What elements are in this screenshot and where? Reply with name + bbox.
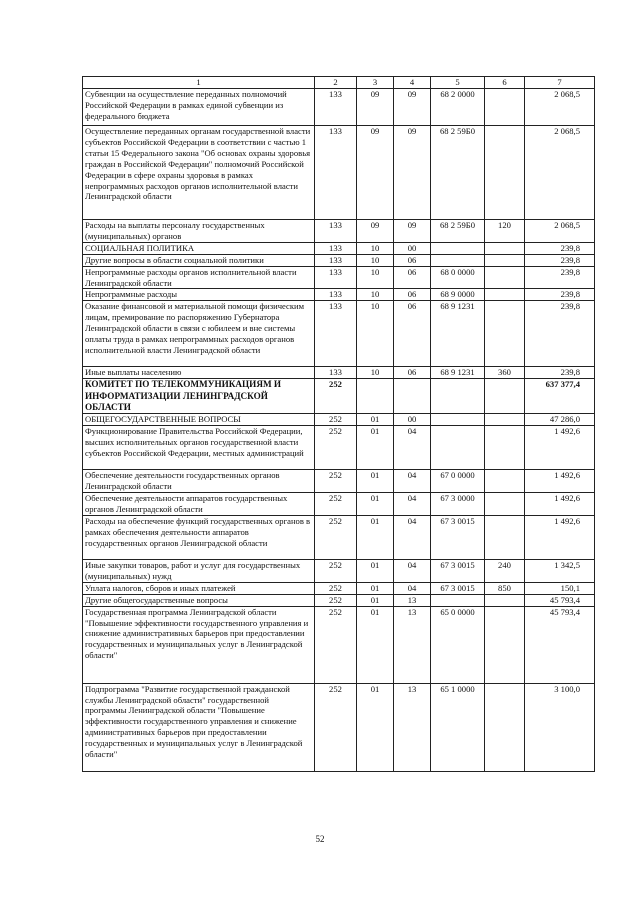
row-value-cell: 67 3 0015 xyxy=(431,516,485,560)
row-value-cell: 67 3 0015 xyxy=(431,582,485,594)
row-value-cell: 240 xyxy=(485,560,525,583)
row-name-cell: КОМИТЕТ ПО ТЕЛЕКОММУНИКАЦИЯМ И ИНФОРМАТИЗАЦИИ ЛЕНИНГРАДСКОЙ ОБЛАСТИ xyxy=(83,379,315,414)
row-value-cell: 252 xyxy=(315,414,357,426)
row-value-cell xyxy=(431,254,485,266)
header-cell: 5 xyxy=(431,77,485,89)
row-name-cell: Непрограммные расходы органов исполнительной власти Ленинградской области xyxy=(83,266,315,289)
row-value-cell xyxy=(485,266,525,289)
row-value-cell: 252 xyxy=(315,516,357,560)
row-value-cell xyxy=(485,683,525,771)
row-value-cell: 13 xyxy=(394,594,431,606)
row-value-cell: 239,8 xyxy=(525,301,595,367)
row-value-cell: 01 xyxy=(357,594,394,606)
row-value-cell: 252 xyxy=(315,606,357,683)
header-cell: 4 xyxy=(394,77,431,89)
row-value-cell: 10 xyxy=(357,254,394,266)
row-value-cell: 239,8 xyxy=(525,242,595,254)
row-value-cell: 06 xyxy=(394,254,431,266)
row-value-cell xyxy=(485,470,525,493)
row-value-cell: 01 xyxy=(357,470,394,493)
row-value-cell: 65 1 0000 xyxy=(431,683,485,771)
table-row xyxy=(83,379,595,414)
row-value-cell: 1 492,6 xyxy=(525,470,595,493)
row-value-cell: 150,1 xyxy=(525,582,595,594)
row-value-cell: 133 xyxy=(315,367,357,379)
row-value-cell: 09 xyxy=(394,126,431,220)
row-value-cell: 45 793,4 xyxy=(525,594,595,606)
row-name-cell: Оказание финансовой и материальной помощи физическим лицам, премирование по распоряжению Губернатора Ленинградской области в связи с юбилеем и вне системы оплаты труда в рамках непрограммных расходов органов исполнительной власти Ленинградской области xyxy=(83,301,315,367)
row-value-cell: 09 xyxy=(394,89,431,126)
row-value-cell: 1 492,6 xyxy=(525,493,595,516)
row-value-cell: 45 793,4 xyxy=(525,606,595,683)
row-value-cell: 133 xyxy=(315,254,357,266)
row-value-cell: 10 xyxy=(357,367,394,379)
row-value-cell: 47 286,0 xyxy=(525,414,595,426)
row-value-cell: 3 100,0 xyxy=(525,683,595,771)
row-name-cell: Субвенции на осуществление переданных полномочий Российской Федерации в рамках единой субвенции из федерального бюджета xyxy=(83,89,315,126)
row-value-cell: 04 xyxy=(394,470,431,493)
table-row xyxy=(83,414,595,426)
row-value-cell: 239,8 xyxy=(525,289,595,301)
table-row xyxy=(83,254,595,266)
row-value-cell: 09 xyxy=(357,220,394,243)
row-value-cell xyxy=(485,301,525,367)
row-value-cell xyxy=(485,414,525,426)
row-value-cell: 10 xyxy=(357,242,394,254)
row-name-cell: Другие вопросы в области социальной политики xyxy=(83,254,315,266)
row-name-cell: Обеспечение деятельности аппаратов государственных органов Ленинградской области xyxy=(83,493,315,516)
row-value-cell: 01 xyxy=(357,560,394,583)
table-row xyxy=(83,594,595,606)
row-name-cell: Расходы на обеспечение функций государственных органов в рамках обеспечения деятельности аппаратов государственных органов Ленинградской области xyxy=(83,516,315,560)
row-value-cell xyxy=(357,379,394,414)
row-value-cell: 2 068,5 xyxy=(525,89,595,126)
table-row xyxy=(83,606,595,683)
row-value-cell: 120 xyxy=(485,220,525,243)
row-value-cell xyxy=(431,414,485,426)
row-name-cell: Расходы на выплаты персоналу государственных (муниципальных) органов xyxy=(83,220,315,243)
table-row xyxy=(83,560,595,583)
row-value-cell: 06 xyxy=(394,367,431,379)
row-value-cell: 04 xyxy=(394,560,431,583)
row-value-cell: 04 xyxy=(394,493,431,516)
header-cell: 1 xyxy=(83,77,315,89)
row-value-cell: 2 068,5 xyxy=(525,126,595,220)
row-value-cell: 09 xyxy=(394,220,431,243)
row-value-cell: 637 377,4 xyxy=(525,379,595,414)
row-value-cell: 04 xyxy=(394,426,431,470)
row-value-cell: 13 xyxy=(394,606,431,683)
page-number: 52 xyxy=(315,834,325,844)
row-value-cell xyxy=(485,606,525,683)
row-value-cell: 01 xyxy=(357,493,394,516)
table-row xyxy=(83,367,595,379)
row-value-cell: 06 xyxy=(394,301,431,367)
row-value-cell: 360 xyxy=(485,367,525,379)
row-value-cell: 04 xyxy=(394,516,431,560)
row-name-cell: Функционирование Правительства Российской Федерации, высших исполнительных органов государственной власти субъектов Российской Федерации, местных администраций xyxy=(83,426,315,470)
row-name-cell: СОЦИАЛЬНАЯ ПОЛИТИКА xyxy=(83,242,315,254)
row-value-cell: 01 xyxy=(357,414,394,426)
row-value-cell: 01 xyxy=(357,426,394,470)
table-row xyxy=(83,89,595,126)
row-value-cell: 01 xyxy=(357,582,394,594)
table-row xyxy=(83,220,595,243)
row-value-cell xyxy=(485,493,525,516)
header-cell: 7 xyxy=(525,77,595,89)
row-value-cell: 133 xyxy=(315,301,357,367)
header-cell: 6 xyxy=(485,77,525,89)
row-value-cell: 133 xyxy=(315,126,357,220)
row-name-cell: Иные выплаты населению xyxy=(83,367,315,379)
row-value-cell: 67 3 0000 xyxy=(431,493,485,516)
row-value-cell: 06 xyxy=(394,266,431,289)
row-value-cell: 01 xyxy=(357,683,394,771)
row-value-cell: 67 0 0000 xyxy=(431,470,485,493)
row-value-cell: 133 xyxy=(315,220,357,243)
row-name-cell: Другие общегосударственные вопросы xyxy=(83,594,315,606)
row-name-cell: Обеспечение деятельности государственных органов Ленинградской области xyxy=(83,470,315,493)
row-value-cell: 04 xyxy=(394,582,431,594)
table-row xyxy=(83,126,595,220)
row-value-cell xyxy=(485,126,525,220)
row-value-cell xyxy=(485,289,525,301)
row-name-cell: Иные закупки товаров, работ и услуг для государственных (муниципальных) нужд xyxy=(83,560,315,583)
row-value-cell: 239,8 xyxy=(525,367,595,379)
row-value-cell: 252 xyxy=(315,379,357,414)
row-value-cell: 13 xyxy=(394,683,431,771)
row-value-cell: 133 xyxy=(315,266,357,289)
table-row xyxy=(83,301,595,367)
row-value-cell: 1 492,6 xyxy=(525,426,595,470)
row-name-cell: Подпрограмма "Развитие государственной гражданской службы Ленинградской области" государственной программы Ленинградской области "Повышение эффективности государственного управления и снижение административных барьеров при предоставлении государственных и муниципальных услуг в Ленинградской области" xyxy=(83,683,315,771)
row-value-cell: 68 2 59Б0 xyxy=(431,126,485,220)
row-value-cell: 133 xyxy=(315,289,357,301)
row-value-cell: 239,8 xyxy=(525,266,595,289)
row-value-cell: 06 xyxy=(394,289,431,301)
row-value-cell xyxy=(485,89,525,126)
header-cell: 2 xyxy=(315,77,357,89)
table-row xyxy=(83,266,595,289)
row-value-cell: 10 xyxy=(357,266,394,289)
row-value-cell: 68 2 59Б0 xyxy=(431,220,485,243)
row-value-cell: 09 xyxy=(357,89,394,126)
row-name-cell: Уплата налогов, сборов и иных платежей xyxy=(83,582,315,594)
row-value-cell: 68 9 1231 xyxy=(431,301,485,367)
table-row xyxy=(83,493,595,516)
row-value-cell xyxy=(485,242,525,254)
table-row xyxy=(83,426,595,470)
row-value-cell xyxy=(431,426,485,470)
row-value-cell: 1 492,6 xyxy=(525,516,595,560)
row-value-cell: 252 xyxy=(315,560,357,583)
row-value-cell: 67 3 0015 xyxy=(431,560,485,583)
row-value-cell: 68 9 1231 xyxy=(431,367,485,379)
row-value-cell: 133 xyxy=(315,242,357,254)
row-value-cell: 00 xyxy=(394,414,431,426)
row-value-cell xyxy=(431,242,485,254)
row-value-cell xyxy=(485,594,525,606)
table-row xyxy=(83,470,595,493)
row-value-cell: 01 xyxy=(357,606,394,683)
row-value-cell xyxy=(485,426,525,470)
row-value-cell: 252 xyxy=(315,594,357,606)
row-value-cell: 00 xyxy=(394,242,431,254)
table-row xyxy=(83,242,595,254)
row-value-cell: 252 xyxy=(315,582,357,594)
row-name-cell: Непрограммные расходы xyxy=(83,289,315,301)
row-value-cell: 68 0 0000 xyxy=(431,266,485,289)
row-value-cell: 10 xyxy=(357,301,394,367)
row-value-cell: 68 9 0000 xyxy=(431,289,485,301)
row-value-cell: 252 xyxy=(315,426,357,470)
row-value-cell: 09 xyxy=(357,126,394,220)
row-value-cell: 850 xyxy=(485,582,525,594)
row-value-cell: 252 xyxy=(315,470,357,493)
row-value-cell xyxy=(431,594,485,606)
row-value-cell: 252 xyxy=(315,493,357,516)
row-name-cell: Государственная программа Ленинградской области "Повышение эффективности государственного управления и снижение административных барьеров при предоставлении государственных и муниципальных услуг в Ленинградской области" xyxy=(83,606,315,683)
row-value-cell: 65 0 0000 xyxy=(431,606,485,683)
row-value-cell: 2 068,5 xyxy=(525,220,595,243)
row-name-cell: ОБЩЕГОСУДАРСТВЕННЫЕ ВОПРОСЫ xyxy=(83,414,315,426)
table-row xyxy=(83,683,595,771)
header-row xyxy=(83,77,595,89)
row-value-cell: 1 342,5 xyxy=(525,560,595,583)
row-value-cell: 252 xyxy=(315,683,357,771)
row-value-cell: 239,8 xyxy=(525,254,595,266)
row-value-cell xyxy=(485,254,525,266)
row-value-cell: 68 2 0000 xyxy=(431,89,485,126)
table-row xyxy=(83,516,595,560)
row-value-cell: 10 xyxy=(357,289,394,301)
row-name-cell: Осуществление переданных органам государственной власти субъектов Российской Федерации в соответствии с частью 1 статьи 15 Федерального закона "Об основах охраны здоровья граждан в Российской Федерации" полномочий Российской Федерации в сфере охраны здоровья в рамках непрограммных расходов органов исполнительной власти Ленинградской области xyxy=(83,126,315,220)
table-row xyxy=(83,582,595,594)
header-cell: 3 xyxy=(357,77,394,89)
row-value-cell xyxy=(485,379,525,414)
row-value-cell xyxy=(485,516,525,560)
row-value-cell: 133 xyxy=(315,89,357,126)
table-row xyxy=(83,289,595,301)
row-value-cell xyxy=(431,379,485,414)
row-value-cell: 01 xyxy=(357,516,394,560)
row-value-cell xyxy=(394,379,431,414)
budget-table xyxy=(82,76,595,772)
